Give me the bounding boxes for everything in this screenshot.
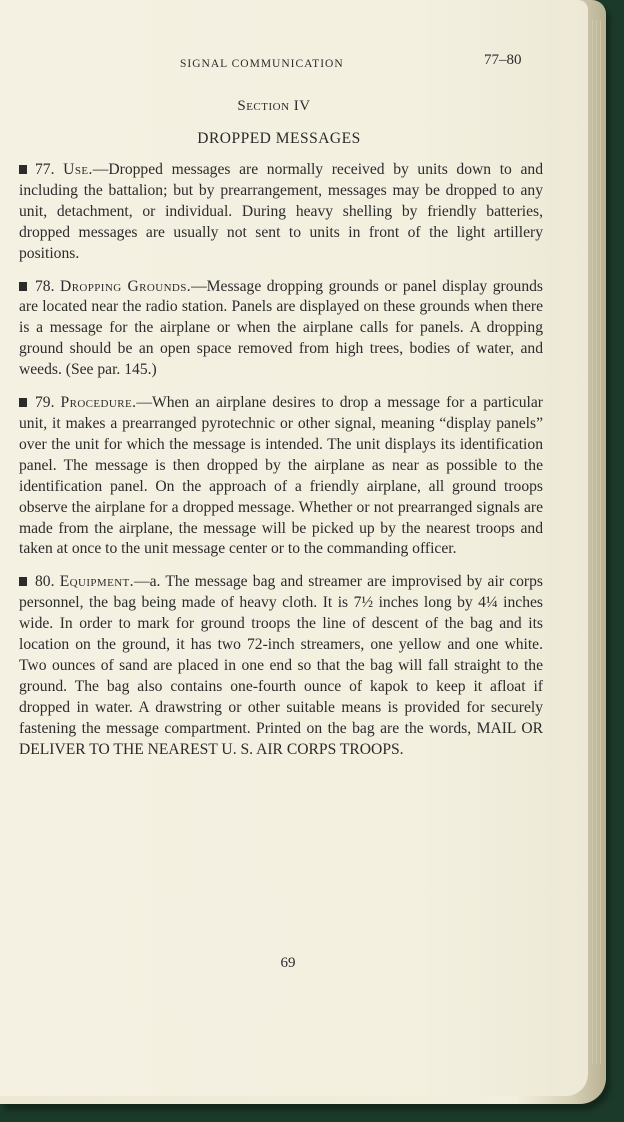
paragraph-heading: Use.	[63, 161, 93, 178]
paragraph-marker-icon	[19, 282, 27, 291]
section-label: Section IV	[237, 98, 311, 114]
page-edge-line	[592, 20, 593, 1064]
paragraph-number: 80.	[35, 573, 55, 591]
paragraph-text: —a. The message bag and streamer are improvised by air corps personnel, the bag being made of heavy cloth. It is 7½ inches long by 4¼ inches wide. In order to mark for ground troops the line of descent of the bag and its location on the ground, it has two 72-inch streamers, one yellow and one white. Two ounces of sand are placed in one end so that the bag will fall straight to the ground. The bag also contains one-fourth ounce of kapok to keep it afloat if dropped in water. A drawstring or other suitable means is provided for securely fastening the message compartment. Printed on the bag are the words, MAIL OR DELIVER TO THE NEAREST U. S. AIR CORPS TROOPS.	[19, 573, 543, 758]
page-number: 69	[280, 955, 296, 971]
paragraph-number: 78.	[35, 277, 55, 295]
paragraph-77	[19, 160, 543, 265]
paragraph-marker-icon	[19, 398, 27, 407]
paragraph-80	[19, 572, 543, 760]
paragraph-heading: Equipment.	[59, 573, 134, 591]
page-edge-line	[600, 20, 601, 1064]
paragraph-marker-icon	[19, 577, 27, 586]
paragraph-number: 79.	[35, 394, 55, 412]
section-title: DROPPED MESSAGES	[197, 130, 361, 147]
running-head	[0, 52, 588, 76]
paragraph-marker-icon	[19, 165, 27, 174]
paragraph-79	[19, 393, 543, 560]
paragraph-heading: Dropping Grounds.	[60, 277, 192, 295]
body-text	[19, 160, 543, 772]
paragraph-heading: Procedure.	[60, 394, 137, 412]
paragraph-text: —Message dropping grounds or panel display grounds are located near the radio station. Panels are displayed on these grounds when there is a message for the airplane or when the airplane calls for panels. A dropping ground should be an open space removed from high trees, bodies of water, and weeds. (See par. 145.)	[19, 277, 543, 379]
paragraph-text: —Dropped messages are normally received by units down to and including the battalion; but by prearrangement, messages may be dropped to any unit, detachment, or individual. During heavy shelling by friendly batteries, dropped messages are usually not sent to units in front of the light artillery positions.	[19, 161, 543, 262]
running-head-paragraph-range: 77–80	[484, 52, 522, 68]
running-head-title: SIGNAL COMMUNICATION	[180, 58, 344, 70]
paragraph-78	[19, 277, 543, 382]
paragraph-text: —When an airplane desires to drop a message for a particular unit, it makes a prearranged pyrotechnic or other signal, meaning “display panels” over the unit for which the message is intended. The unit displays its identification panel. The message is then dropped by the airplane as near as possible to the identification panel. On the approach of a friendly airplane, all ground troops observe the airplane for a dropped message. Whether or not prearranged signals are made from the airplane, the message will be picked up by the nearest troops and taken at once to the unit message center or to the commanding officer.	[19, 394, 543, 558]
paragraph-number: 77.	[35, 161, 55, 178]
page-edge-line	[596, 20, 597, 1064]
